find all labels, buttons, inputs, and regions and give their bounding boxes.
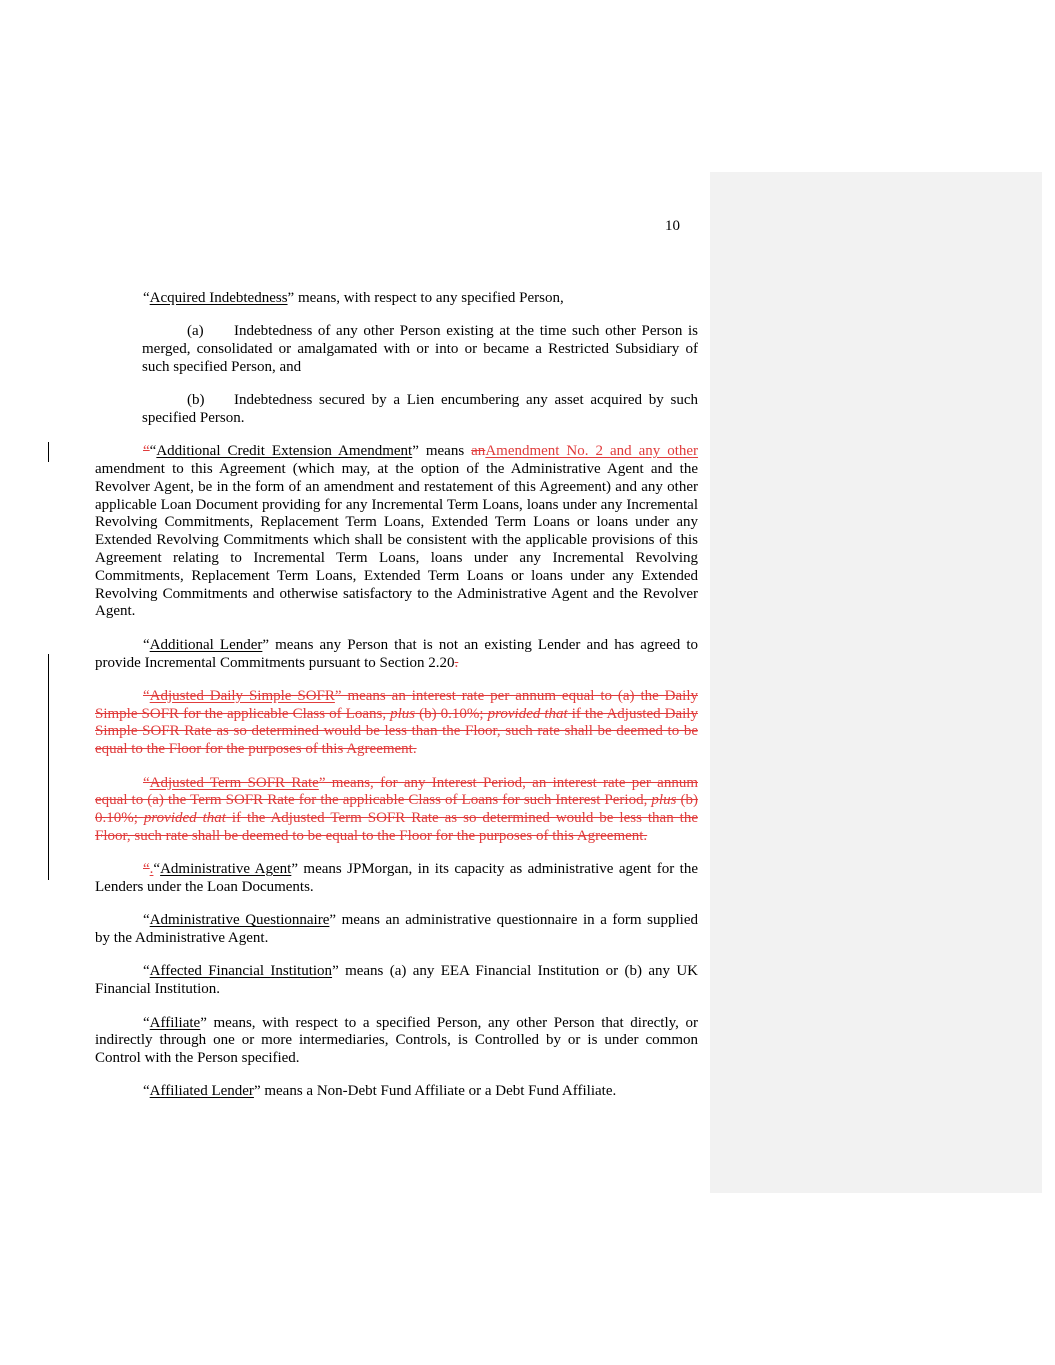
definition-text: (b) 0.10%;: [415, 705, 488, 722]
italic-text: plus: [390, 705, 416, 722]
quote-open: “: [143, 687, 150, 704]
definition-text: ” means, for any Interest Period, an interest rate per annum equal to (a) the Term SOFR Rate for the applicable Class of Loans for such Interest Period,: [95, 774, 698, 809]
deleted-text: “: [143, 443, 150, 460]
clause-label: (a): [187, 323, 204, 340]
defined-term: Adjusted Term SOFR Rate: [149, 774, 319, 791]
quote-open: “: [149, 443, 157, 460]
comment-pane: [710, 172, 1042, 1193]
defined-term: Acquired Indebtedness: [149, 290, 288, 306]
defined-term: Administrative Questionnaire: [149, 912, 330, 929]
deleted-text: an: [471, 443, 486, 460]
deleted-definition-adjusted-daily-simple-sofr: [95, 688, 698, 759]
quote-open: “: [153, 861, 161, 878]
defined-term: Additional Credit Extension Amendment: [156, 443, 413, 460]
italic-text: provided that: [487, 705, 568, 722]
clause-b: [142, 392, 698, 428]
document-body: [95, 290, 698, 1117]
definition-text: (b) 0.10%;: [95, 792, 698, 827]
definition-affected-financial-institution: [95, 963, 698, 999]
definition-text: ” means an administrative questionnaire in a form supplied by the Administrative Agent.: [95, 912, 698, 947]
quote-open: “: [143, 1083, 150, 1100]
definition-text: ” means JPMorgan, in its capacity as administrative agent for the Lenders under the Loan Documents.: [95, 861, 698, 896]
definition-affiliate: [95, 1015, 698, 1068]
quote-open: “: [143, 290, 150, 306]
definition-text: ” means a Non-Debt Fund Affiliate or a Debt Fund Affiliate.: [253, 1083, 617, 1100]
definition-text: ” means an interest rate per annum equal to (a) the Daily Simple SOFR for the applicable Class of Loans,: [95, 687, 698, 722]
definition-text: ” means, with respect to a specified Person, any other Person that directly, or indirectly through one or more intermediaries, Controls, is Controlled by or is under common Control with the Person specified.: [95, 1014, 698, 1067]
quote-open: “: [143, 636, 150, 653]
definition-text: if the Adjusted Term SOFR Rate as so determined would be less than the Floor, such rate shall be deemed to be equal to the Floor for the purposes of this Agreement.: [95, 810, 698, 844]
definition-text: amendment to this Agreement (which may, at the option of the Administrative Agent and the Revolver Agent, be in the form of an amendment and restatement of this Agreement) and any other applicable Loan Document providing for any Incremental Term Loans, loans under any Incremental Revolving Commitments, Replacement Term Loans, Extended Term Loans or loans under any Extended Revolving Commitments which shall be consistent with the applicable provisions of this Agreement relating to Incremental Term Loans, loans under any Incremental Revolving Commitments, Replacement Term Loans, Extended Term Loans or loans under any Extended Revolving Commitments and otherwise satisfactory to the Administrative Agent and the Revolver Agent.: [95, 461, 698, 620]
definition-administrative-questionnaire: [95, 912, 698, 948]
clause-label: (b): [187, 392, 205, 409]
inserted-text: .: [149, 861, 154, 878]
change-bar: [48, 654, 49, 880]
clause-text: Indebtedness of any other Person existing at the time such other Person is merged, consolidated or amalgamated with or into or became a Restricted Subsidiary of such specified Person, and: [142, 323, 698, 375]
definition-text: ” means: [412, 443, 472, 460]
definition-text: ” means any Person that is not an existing Lender and has agreed to provide Incremental Commitments pursuant to Section 2.20: [95, 636, 698, 671]
definition-text: ” means (a) any EEA Financial Institution or (b) any UK Financial Institution.: [95, 963, 698, 998]
definition-additional-lender: [95, 637, 698, 673]
clause-a: [142, 323, 698, 376]
definition-acquired-indebtedness: [95, 290, 698, 308]
defined-term: Administrative Agent: [160, 861, 292, 878]
defined-term: Affiliated Lender: [149, 1083, 254, 1100]
change-bar: [48, 442, 49, 462]
definition-text: if the Adjusted Daily Simple SOFR Rate as so determined would be less than the Floor, such rate shall be deemed to be equal to the Floor for the purposes of this Agreement.: [95, 705, 698, 758]
deleted-text: .: [454, 654, 459, 671]
quote-open: “: [143, 963, 150, 980]
quote-open: “: [143, 774, 150, 791]
italic-text: plus: [651, 792, 677, 809]
inserted-text: Amendment No. 2 and any other: [485, 443, 699, 460]
quote-open: “: [143, 912, 150, 929]
deleted-text: “: [143, 861, 150, 878]
defined-term: Adjusted Daily Simple SOFR: [149, 687, 335, 704]
defined-term: Affiliate: [149, 1014, 201, 1031]
deleted-definition-adjusted-term-sofr-rate: [95, 775, 698, 846]
definition-additional-credit-extension-amendment: [95, 443, 698, 621]
definition-text: ” means, with respect to any specified Person,: [287, 290, 564, 306]
quote-open: “: [143, 1014, 150, 1031]
defined-term: Affected Financial Institution: [149, 963, 333, 980]
defined-term: Additional Lender: [149, 636, 263, 653]
italic-text: provided that: [143, 810, 226, 827]
clause-text: Indebtedness secured by a Lien encumbering any asset acquired by such specified Person.: [142, 392, 698, 426]
definition-administrative-agent: [95, 861, 698, 897]
definition-affiliated-lender: [95, 1083, 698, 1101]
page-number: 10: [665, 218, 680, 234]
